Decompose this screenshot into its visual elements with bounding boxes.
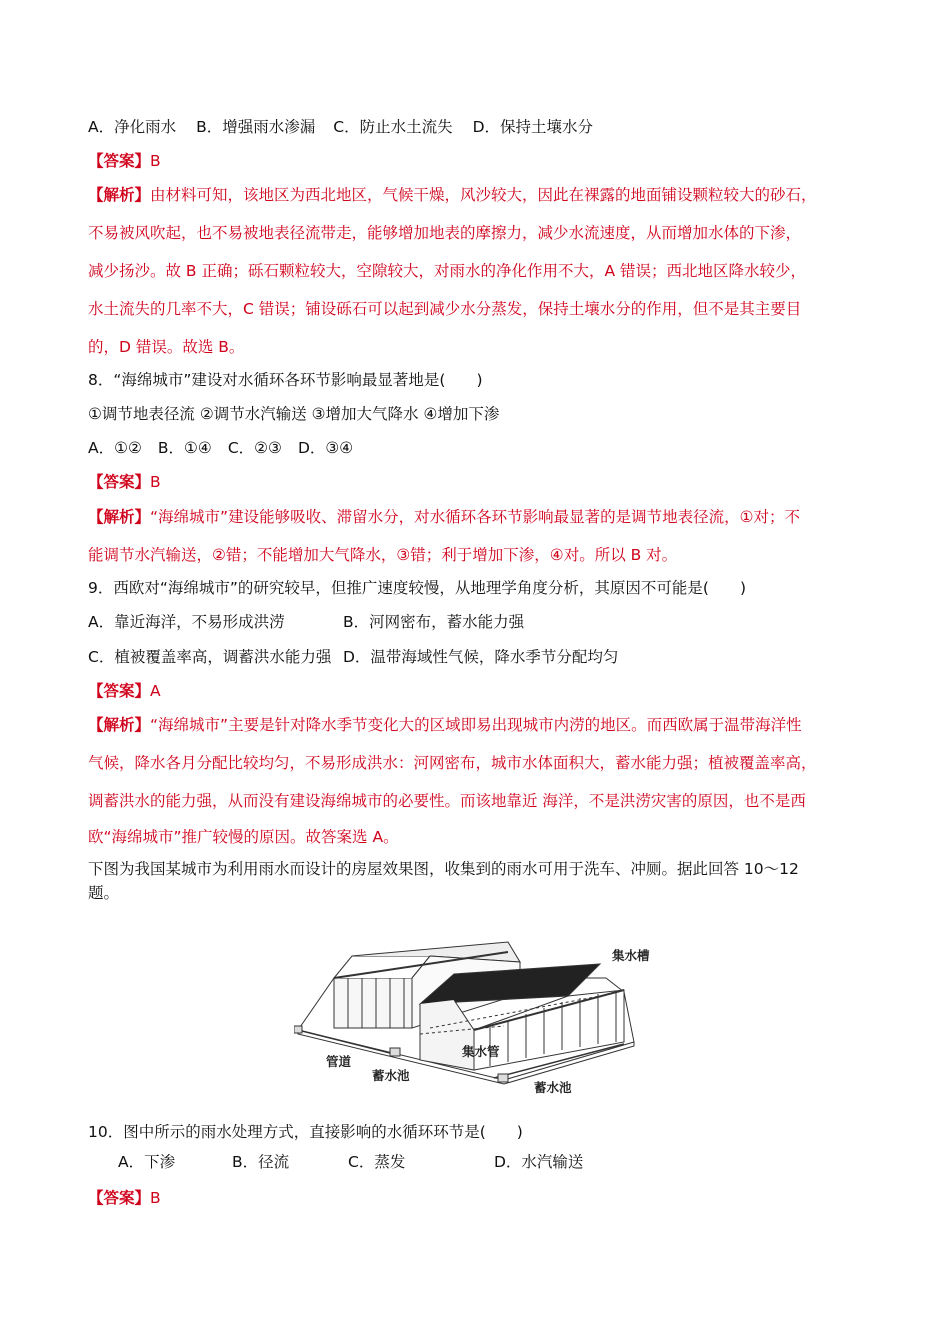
q9-answer: 【答案】A	[88, 682, 161, 700]
q7-option-c: C．防止水土流失	[333, 118, 453, 136]
q8-stem: 8．“海绵城市”建设对水循环各环节影响最显著地是( )	[88, 371, 483, 389]
intro-line-1: 下图为我国某城市为利用雨水而设计的房屋效果图，收集到的雨水可用于洗车、冲厕。据此回答 10～12	[88, 860, 799, 878]
q8-analysis-line-2: 能调节水汽输送，②错；不能增加大气降水，③错；利于增加下渗，④对。所以 B 对。	[88, 546, 678, 564]
q7-options	[88, 116, 593, 138]
q9-analysis-line-2: 气候，降水各月分配比较均匀，不易形成洪水：河网密布，城市水体面积大，蓄水能力强；植被覆盖率高，	[88, 754, 817, 772]
house-diagram	[294, 930, 656, 1098]
q10-stem: 10．图中所示的雨水处理方式，直接影响的水循环环节是( )	[88, 1123, 523, 1141]
q9-options-row-2	[88, 646, 618, 668]
q7-option-d: D．保持土壤水分	[472, 118, 594, 136]
q9-option-d: D．温带海域性气候，降水季节分配均匀	[343, 648, 619, 666]
q10-answer: 【答案】B	[88, 1189, 161, 1207]
q7-analysis-line-5: 的，D 错误。故选 B。	[88, 338, 245, 356]
q10-options	[118, 1151, 583, 1173]
q7-analysis-line-3: 减少扬沙。故 B 正确；砾石颗粒较大，空隙较大，对雨水的净化作用不大，A 错误；西北地区降水较少，	[88, 262, 807, 280]
label-collecting-pipe: 集水管	[462, 1044, 500, 1059]
label-pipeline: 管道	[326, 1054, 352, 1069]
q7-option-b: B．增强雨水渗漏	[196, 118, 316, 136]
q8-items: ①调节地表径流 ②调节水汽输送 ③增加大气降水 ④增加下渗	[88, 405, 500, 423]
q9-stem: 9．西欧对“海绵城市”的研究较早，但推广速度较慢，从地理学角度分析，其原因不可能是( )	[88, 579, 747, 597]
q7-analysis-line-1: 【解析】由材料可知，该地区为西北地区，气候干燥，风沙较大，因此在裸露的地面铺设颗粒较大的砂石，	[88, 186, 817, 204]
q10-option-a: A．下渗	[118, 1153, 176, 1171]
q9-option-b: B．河网密布，蓄水能力强	[343, 613, 525, 631]
q9-analysis-line-4: 欧“海绵城市”推广较慢的原因。故答案选 A。	[88, 828, 399, 846]
q10-option-d: D．水汽输送	[494, 1153, 584, 1171]
q8-option-c: C．②③	[227, 439, 282, 457]
q8-option-a: A．①②	[88, 439, 142, 457]
q7-answer: 【答案】B	[88, 152, 161, 170]
label-pool-left: 蓄水池	[372, 1068, 410, 1083]
q9-option-a: A．靠近海洋，不易形成洪涝	[88, 613, 285, 631]
q10-option-c: C．蒸发	[348, 1153, 406, 1171]
q9-analysis-line-1: 【解析】“海绵城市”主要是针对降水季节变化大的区域即易出现城市内涝的地区。而西欧属于温带海洋性	[88, 716, 802, 734]
q8-option-b: B．①④	[157, 439, 212, 457]
q8-analysis-line-1: 【解析】“海绵城市”建设能够吸收、滞留水分，对水循环各环节影响最显著的是调节地表径流，①对；不	[88, 508, 800, 526]
label-pool-right: 蓄水池	[534, 1080, 572, 1095]
q8-option-d: D．③④	[297, 439, 354, 457]
q7-analysis-line-4: 水土流失的几率不大，C 错误；铺设砾石可以起到减少水分蒸发，保持土壤水分的作用，但不是其主要目	[88, 300, 802, 318]
intro-line-2: 题。	[88, 884, 120, 902]
q8-options	[88, 437, 353, 459]
label-gutter: 集水槽	[612, 948, 650, 963]
q9-option-c: C．植被覆盖率高，调蓄洪水能力强	[88, 648, 332, 666]
q10-option-b: B．径流	[232, 1153, 290, 1171]
q8-answer: 【答案】B	[88, 473, 161, 491]
rainwater-house-figure	[294, 930, 656, 1098]
q9-options-row-1	[88, 611, 524, 633]
q7-option-a: A．净化雨水	[88, 118, 177, 136]
q9-analysis-line-3: 调蓄洪水的能力强，从而没有建设海绵城市的必要性。而该地靠近 海洋，不是洪涝灾害的原因，也不是西	[88, 792, 806, 810]
q7-analysis-line-2: 不易被风吹起，也不易被地表径流带走，能够增加地表的摩擦力，减少水流速度，从而增加水体的下渗，	[88, 224, 802, 242]
